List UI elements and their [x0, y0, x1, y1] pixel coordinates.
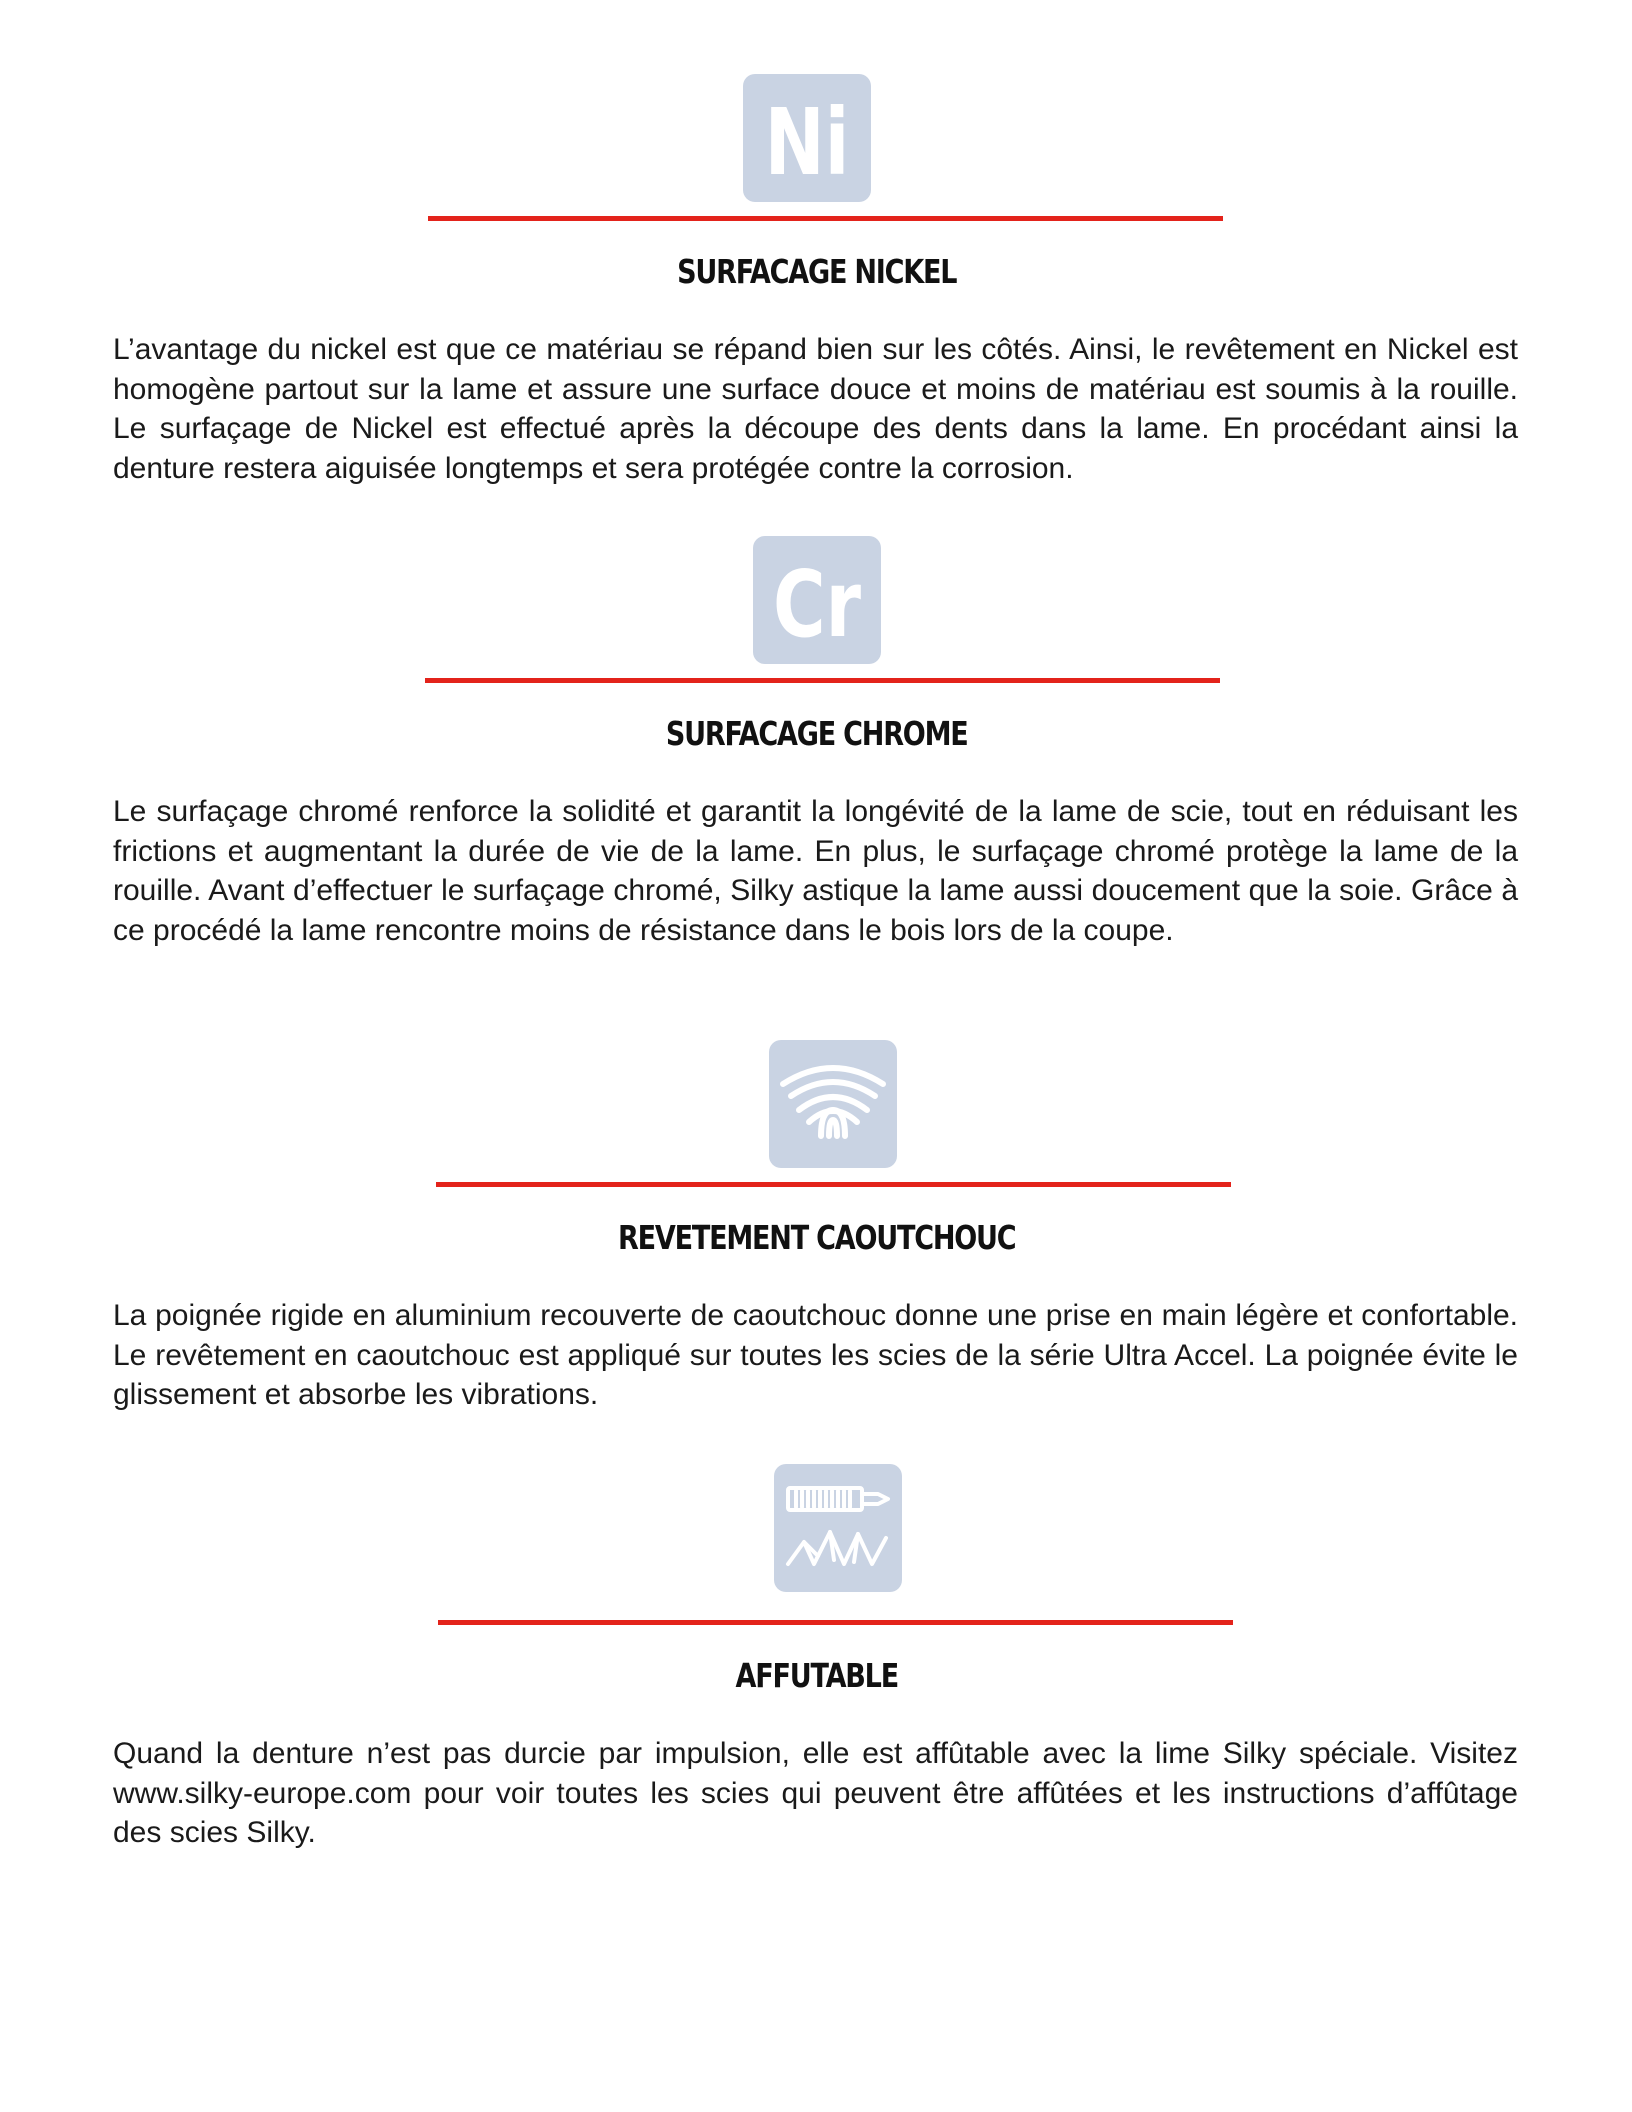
section-divider [438, 1620, 1233, 1625]
nickel-element-icon [743, 74, 871, 202]
section-body: Le surfaçage chromé renforce la solidité et garantit la longévité de la lame de scie, tout en réduisant les frictions et augmentant la durée de vie de la lame. En plus, le surfaçage chromé protège la lame de la rouille. Avant d’effectuer le surfaçage chromé, Silky astique la lame aussi doucement que la soie. Grâce à ce procédé la lame rencontre moins de résistance dans le bois lors de la coupe. [113, 795, 1518, 947]
chrome-icon-label: Cr [772, 551, 862, 659]
section-title: SURFACAGE CHROME [665, 714, 968, 753]
chrome-element-icon [753, 536, 881, 664]
section-title: SURFACAGE NICKEL [677, 252, 957, 291]
section-title: AFFUTABLE [735, 1656, 898, 1695]
file-sharpening-icon [774, 1464, 902, 1592]
nickel-icon-label: Ni [764, 89, 850, 197]
section-body: L’avantage du nickel est que ce matériau se répand bien sur les côtés. Ainsi, le revêtement en Nickel est homogène partout sur la lame et assure une surface douce et moins de matériau est soumis à la rouille. Le surfaçage de Nickel est effectué après la découpe des dents dans la lame. En procédant ainsi la denture restera aiguisée longtemps et sera protégée contre la corrosion. [113, 333, 1518, 485]
section-title: REVETEMENT CAOUTCHOUC [618, 1218, 1016, 1257]
section-body: La poignée rigide en aluminium recouverte de caoutchouc donne une prise en main légère et confortable. Le revêtement en caoutchouc est appliqué sur toutes les scies de la série Ultra Accel. La poignée évite le glissement et absorbe les vibrations. [113, 1299, 1518, 1411]
section-body: Quand la denture n’est pas durcie par impulsion, elle est affûtable avec la lime Silky spéciale. Visitez www.silky-europe.com pour voir toutes les scies qui peuvent être affûtées et les instructions d’affûtage des scies Silky. [113, 1737, 1518, 1849]
rubber-grip-icon [769, 1040, 897, 1168]
section-divider [428, 216, 1223, 221]
section-divider [436, 1182, 1231, 1187]
section-divider [425, 678, 1220, 683]
